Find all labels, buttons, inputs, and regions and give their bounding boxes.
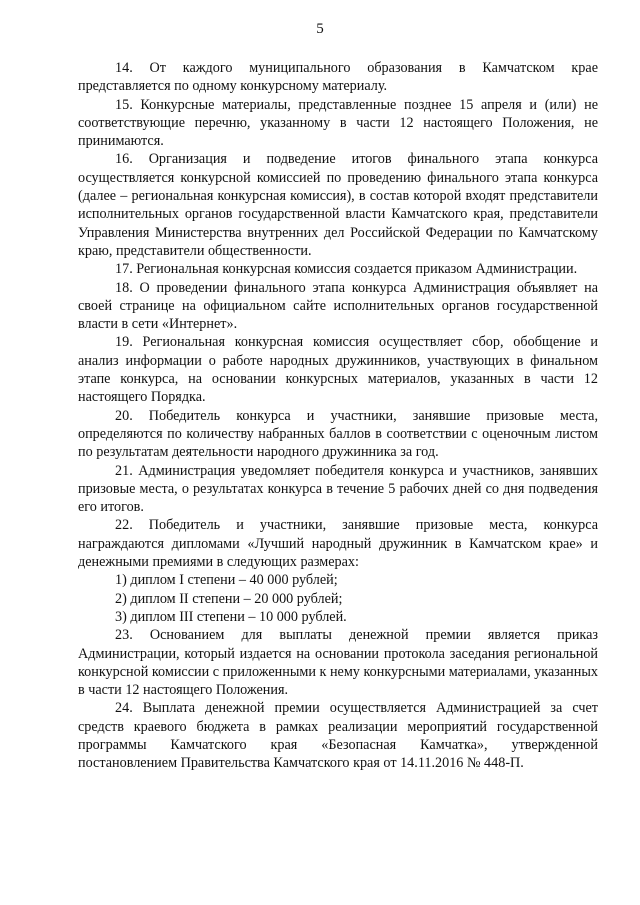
list-item-diploma-1: 1) диплом I степени – 40 000 рублей; xyxy=(115,572,338,589)
paragraph-16: 16. Организация и подведение итогов финального этапа конкурса осуществляется конкурсной комиссией по проведению финального этапа конкурса (далее – региональная конкурсная комиссия), в состав которой входят представители исполнительных органов государственной власти Камчатского края, представители Управления Министерства внутренних дел Российской Федерации по Камчатскому краю, представители общественности. xyxy=(78,151,598,259)
paragraph-23: 23. Основанием для выплаты денежной премии является приказ Администрации, который издается на основании протокола заседания региональной конкурсной комиссии с приложенными к нему конкурсными материалами, указанных в части 12 настоящего Положения. xyxy=(78,627,598,699)
paragraph-17: 17. Региональная конкурсная комиссия создается приказом Администрации. xyxy=(115,261,578,278)
paragraph-18: 18. О проведении финального этапа конкурса Администрация объявляет на своей странице на официальном сайте исполнительных органов государственной власти в сети «Интернет». xyxy=(78,279,598,333)
page-number: 5 xyxy=(316,21,324,37)
document-body xyxy=(78,59,598,773)
paragraph-20: 20. Победитель конкурса и участники, занявшие призовые места, определяются по количеству набранных баллов в соответствии с оценочным листом по результатам деятельности народного дружинника за год. xyxy=(78,407,598,461)
list-item-diploma-2: 2) диплом II степени – 20 000 рублей; xyxy=(115,590,343,607)
list-item-diploma-3: 3) диплом III степени – 10 000 рублей. xyxy=(115,608,347,625)
paragraph-14: 14. От каждого муниципального образования в Камчатском крае представляется по одному конкурсному материалу. xyxy=(78,60,598,95)
paragraph-19: 19. Региональная конкурсная комиссия осуществляет сбор, обобщение и анализ информации о работе народных дружинников, участвующих в финальном этапе конкурса, на основании конкурсных материалов, указанных в части 12 настоящего Порядка. xyxy=(78,334,598,406)
paragraph-22: 22. Победитель и участники, занявшие призовые места, конкурса награждаются дипломами «Лучший народный дружинник в Камчатском крае» и денежными премиями в следующих размерах: xyxy=(78,517,598,571)
paragraph-24: 24. Выплата денежной премии осуществляется Администрацией за счет средств краевого бюджета в рамках реализации мероприятий государственной программы Камчатского края «Безопасная Камчатка», утвержденной постановлением Правительства Камчатского края от 14.11.2016 № 448-П. xyxy=(78,700,598,772)
paragraph-21: 21. Администрация уведомляет победителя конкурса и участников, занявших призовые места, о результатах конкурса в течение 5 рабочих дней со дня подведения его итогов. xyxy=(78,462,598,516)
paragraph-15: 15. Конкурсные материалы, представленные позднее 15 апреля и (или) не соответствующие перечню, указанному в части 12 настоящего Положения, не принимаются. xyxy=(78,96,598,150)
